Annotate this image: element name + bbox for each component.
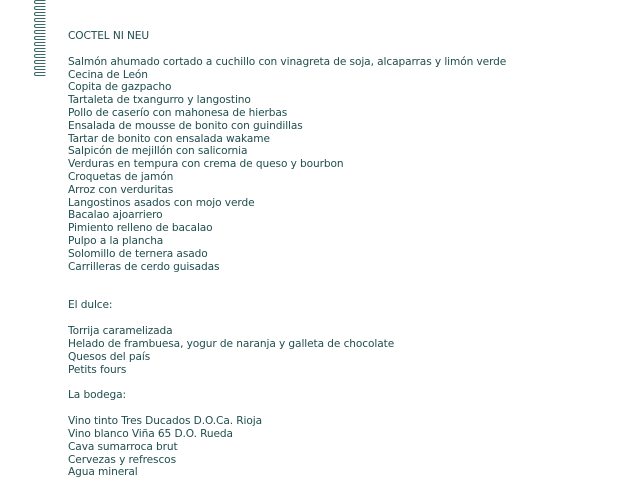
binding-coil — [34, 6, 46, 10]
menu-item: Carrilleras de cerdo guisadas — [68, 260, 220, 273]
wine-item: Cava sumarroca brut — [68, 440, 178, 453]
dessert-item: Petits fours — [68, 363, 127, 376]
menu-item: Ensalada de mousse de bonito con guindillas — [68, 119, 303, 132]
binding-coil — [34, 36, 46, 40]
binding-coil — [34, 24, 46, 28]
menu-item: Tartar de bonito con ensalada wakame — [68, 132, 270, 145]
dessert-list — [68, 325, 608, 376]
binding-coil — [34, 66, 46, 70]
menu-item: Tartaleta de txangurro y langostino — [68, 94, 251, 107]
binding-coil — [34, 18, 46, 22]
wine-item: Vino tinto Tres Ducados D.O.Ca. Rioja — [68, 415, 263, 428]
menu-item: Verduras en tempura con crema de queso y bourbon — [68, 158, 344, 171]
menu-document — [68, 30, 608, 479]
menu-item: Salpicón de mejillón con salicornia — [68, 145, 248, 158]
binding-coil — [34, 54, 46, 58]
menu-item: Croquetas de jamón — [68, 170, 174, 183]
binding-coil — [34, 0, 46, 4]
menu-item: Pulpo a la plancha — [68, 234, 164, 247]
menu-item: Pollo de caserío con mahonesa de hierbas — [68, 106, 288, 119]
wine-item: Agua mineral — [68, 466, 138, 479]
menu-item: Langostinos asados con mojo verde — [68, 196, 255, 209]
menu-item: Solomillo de ternera asado — [68, 247, 208, 260]
menu-item: Cecina de León — [68, 68, 148, 81]
menu-item: Copita de gazpacho — [68, 81, 172, 94]
binding-coil — [34, 42, 46, 46]
menu-item: Arroz con verduritas — [68, 183, 174, 196]
menu-item: Bacalao ajoarriero — [68, 209, 163, 222]
menu-list — [68, 56, 608, 274]
dessert-item: Torrija caramelizada — [68, 325, 173, 338]
page-title: COCTEL NI NEU — [68, 30, 150, 42]
binding-coil — [34, 30, 46, 34]
spiral-binding-icon — [34, 0, 48, 82]
wine-list — [68, 415, 608, 479]
binding-coil — [34, 60, 46, 64]
binding-coil — [34, 12, 46, 16]
dessert-heading: El dulce: — [68, 299, 113, 312]
wine-item: Vino blanco Viña 65 D.O. Rueda — [68, 427, 233, 440]
menu-item: Pimiento relleno de bacalao — [68, 222, 213, 235]
dessert-item: Quesos del país — [68, 350, 151, 363]
binding-coil — [34, 48, 46, 52]
wine-heading: La bodega: — [68, 389, 126, 402]
binding-coil — [34, 72, 46, 76]
dessert-item: Helado de frambuesa, yogur de naranja y galleta de chocolate — [68, 337, 395, 350]
wine-item: Cervezas y refrescos — [68, 453, 176, 466]
menu-item: Salmón ahumado cortado a cuchillo con vinagreta de soja, alcaparras y limón verde — [68, 55, 507, 68]
